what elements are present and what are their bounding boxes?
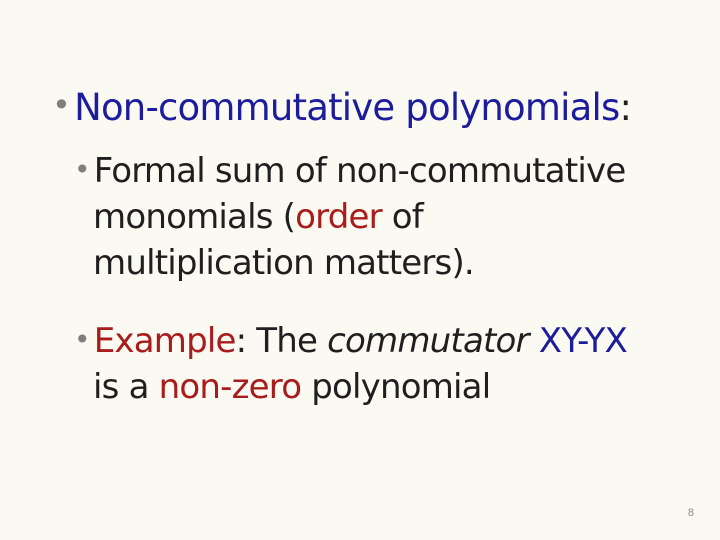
example-text-b: is a <box>93 367 159 407</box>
definition-text-2a: monomials ( <box>93 197 296 237</box>
bullet-icon: • <box>52 86 71 124</box>
example-colon: : <box>235 321 247 361</box>
definition-text-2b: of <box>381 197 423 237</box>
definition-highlight-order: order <box>295 197 382 237</box>
heading-term: Non-commutative polynomials <box>74 86 620 129</box>
definition-text-3: multiplication matters). <box>93 243 474 283</box>
example-line-1 <box>74 317 694 364</box>
sub-bullet-example <box>74 317 694 410</box>
bullet-icon: • <box>74 323 90 356</box>
example-line-2 <box>74 364 694 410</box>
definition-line-3 <box>74 240 694 286</box>
example-text-a: The <box>246 321 328 361</box>
main-bullet <box>52 79 631 134</box>
heading-colon: : <box>619 86 632 129</box>
example-label: Example <box>93 321 236 361</box>
example-text-c: polynomial <box>301 367 491 407</box>
example-highlight-nonzero: non-zero <box>158 367 302 407</box>
definition-line-1 <box>74 147 694 194</box>
page-number: 8 <box>687 507 694 519</box>
example-expression: XY-YX <box>538 321 628 361</box>
definition-text-1: Formal sum of non-commutative <box>93 151 626 191</box>
example-italic-commutator: commutator <box>327 321 529 361</box>
sub-bullet-definition <box>74 147 694 286</box>
definition-line-2 <box>74 194 694 240</box>
example-space <box>529 321 539 361</box>
bullet-icon: • <box>74 153 90 186</box>
